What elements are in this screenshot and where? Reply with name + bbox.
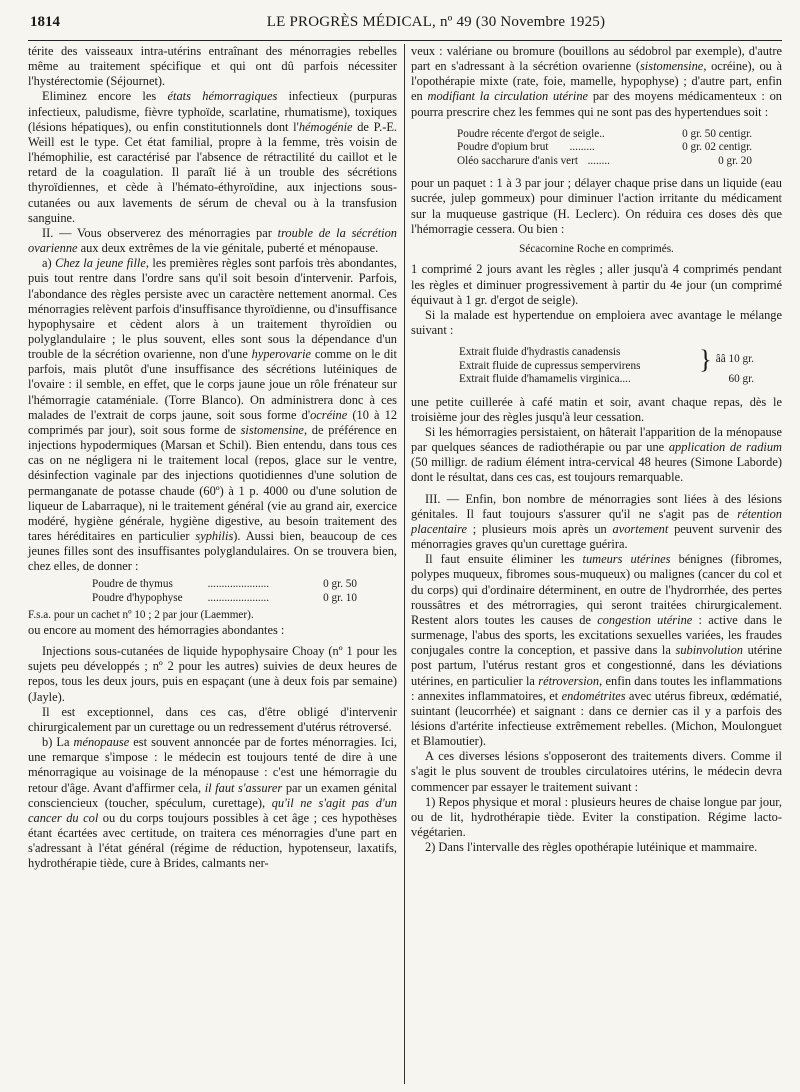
header-rule xyxy=(28,40,782,41)
paragraph: 1 comprimé 2 jours avant les règles ; aller jusqu'à 4 comprimés pendant les règles et diminuer progressivement à partir du 4e jour (un comprimé équivaut à 1 gr. d'ergot de seigle). xyxy=(411,262,782,307)
paragraph: Il faut ensuite éliminer les tumeurs utérines bénignes (fibromes, polypes muqueux, fibromes sous-muqueux) ou malignes (cancer du col et du corps) qui d'ordinaire déterminent, en outre de l'hydrorrhée, des pertes roussâtres et des métrorragies, qui seront traitées chirurgicalement. Restent alors toutes les causes de congestion utérine : active dans le surmenage, l'abus des sports, les excitations sexuelles variées, les fraudes conjugales contre la conception, et passive dans la subinvolution utérine post partum, l'utérus restant gros et congestionné, dans les déviations utérines, en particulier la rétroversion, enfin dans toutes les inflammations : annexites inflammatoires, et endométrites avec utérus fibreux, œdématié, suintant (leucorrhée) et saignant : dans ce dernier cas il y a parfois des lésions d'artérite infectieuse extrêmement rebelles. (Michon, Moulonguet et Blamoutier). xyxy=(411,552,783,749)
paragraph: veux : valériane ou bromure (bouillons au sédobrol par exemple), d'autre part en s'adressant à la sécrétion ovarienne (sistomensine, ocréine), ou à l'opothérapie mixte (rate, foie, mamelle, hypophyse) ; d'autre part, enfin en modifiant la circulation utérine par des moyens médicamenteux : on pourra prescrire chez les femmes qui ne sont pas des hypertendues soit : xyxy=(411,44,783,119)
prescription: Sécacornine Roche en comprimés. xyxy=(519,242,674,255)
paragraph: une petite cuillerée à café matin et soir, avant chaque repas, dès le troisième jour des règles jusqu'à leur cessation. xyxy=(411,394,782,424)
paragraph: 2) Dans l'intervalle des règles opothérapie lutéinique et mammaire. xyxy=(425,840,758,855)
paragraph: Il est exceptionnel, dans ces cas, d'être obligé d'intervenir chirurgicalement par un curettage ou un redressement d'utérus rétroversé. xyxy=(28,704,397,734)
page-header xyxy=(30,14,782,38)
paragraph: A ces diverses lésions s'opposeront des traitements divers. Comme il s'agit le plus souvent de troubles circulatoires utérins, le médecin devra commencer par essayer le traitement suivant : xyxy=(411,749,782,794)
prescription: Poudre de thymus ...................... 0 gr. 50 Poudre d'hypophyse ...................... 0 gr. 10 xyxy=(92,578,357,604)
paragraph: Si la malade est hypertendue on emploiera avec avantage le mélange suivant : xyxy=(411,307,782,338)
right-column xyxy=(411,44,782,855)
paragraph: II. — Vous observerez des ménorragies par trouble de la sécrétion ovarienne aux deux extrêmes de la vie génitale, puberté et ménopause. xyxy=(28,225,397,256)
paragraph: Si les hémorragies persistaient, on hâterait l'apparition de la ménopause par quelques séances de radiothérapie ou par une application de radium (50 milligr. de radium élément intra-cervical 48 heures (Simone Laborde) dont le résultat, dans ces cas, est toujours remarquable. xyxy=(411,425,782,485)
paragraph: b) La ménopause est souvent annoncée par de fortes ménorragies. Ici, une remarque s'impose : le médecin est toujours tenté de dire à une ménorragique au voisinage de la ménopause : c'est une hémorragie du retour d'âge. Avant d'affirmer cela, il faut s'assurer par un examen génital consciencieux (toucher, spéculum, curettage), qu'il ne s'agit pas d'un cancer du col ou du corps toujours possibles à cet âge ; ces hypothèses étant écartées avec certitude, on traitera ces ménorragies d'une part en s'adressant à l'état général (régime de réduction, hypotenseur, laxatifs, hydrothérapie tiède, cure à Brides, calmants ner- xyxy=(28,735,398,871)
paragraph: Injections sous-cutanées de liquide hypophysaire Choay (nº 1 pour les sujets peu développés ; nº 2 pour les autres) suivies de deux heures de repos, tous les deux jours, puis en espaçant (une à deux fois par semaine) (Jayle). xyxy=(28,644,397,704)
paragraph: ou encore au moment des hémorragies abondantes : xyxy=(28,622,285,637)
page-number: 1814 xyxy=(30,14,60,30)
prescription: Extrait fluide d'hydrastis canadensis Extrait fluide de cupressus sempervirens } ââ 10 gr. Extrait fluide d'hamamelis virginica.... 60 gr. xyxy=(459,344,754,386)
journal-title: LE PROGRÈS MÉDICAL, nº 49 (30 Novembre 1925) xyxy=(266,14,606,30)
brace-glyph: } xyxy=(699,344,712,374)
paragraph: III. — Enfin, bon nombre de ménorragies sont liées à des lésions génitales. Il faut toujours s'assurer qu'il ne s'agit pas de rétention placentaire ; plusieurs mois après un avortement peuvent survenir des ménorragies graves qu'un curettage guérira. xyxy=(411,491,782,552)
prescription-note: F.s.a. pour un cachet nº 10 ; 2 par jour (Laemmer). xyxy=(28,609,254,622)
column-divider xyxy=(404,44,405,1084)
prescription: Poudre récente d'ergot de seigle.. 0 gr. 50 centigr. Poudre d'opium brut ......... 0 gr. 02 centigr. Oléo saccharure d'anis vert ........ 0 gr. 20 xyxy=(457,127,753,167)
paragraph: Eliminez encore les états hémorragiques infectieux (purpuras infectieux, paludisme, fièvre typhoïde, scarlatine, rhumatisme), toxiques (lésions hépatiques), ou enfin constitutionnels dont l'hémogénie de P.-E. Weill est le type. Cet état familial, propre à la femme, très voisin de l'hémophilie, est caractérisé par l'absence de rétractilité du caillot et le retard de la coagulation. Il paraît lié à un trouble des sécrétions thyroïdiennes, et cède à l'hémato-éthyroïdine, aux injections sous-cutanées ou aux lavements de sérum de cheval ou à la transfusion sanguine. xyxy=(28,89,398,225)
paragraph: 1) Repos physique et moral : plusieurs heures de chaise longue par jour, ou de lit, hydrothérapie tiède. Eviter la constipation. Régime lacto-végétarien. xyxy=(411,794,782,840)
paragraph: térite des vaisseaux intra-utérins entraînant des ménorragies rebelles même au traitement spécifique et qui ont dû parfois nécessiter l'hystérectomie (Séjournet). xyxy=(28,44,397,89)
paragraph: a) Chez la jeune fille, les premières règles sont parfois très abondantes, puis tout rentre dans l'ordre sans qu'il soit besoin d'intervenir. Parfois, l'abondance des règles persiste avec un caractère nettement anormal. Ces ménorragies relèvent parfois d'insuffisance thyroïdienne, ou d'insuffisance hypophysaire et cèdent alors à un traitement thyroïdien ou polyglandulaire ; le plus souvent, elles sont sous la dépendance d'un trouble de la sécrétion ovarienne, non d'une hyperovarie comme on le dit parfois, mais plutôt d'une insuffisance des sécrétions lutéiniques de l'ovaire : il semble, en effet, que le corps jaune joue un rôle frénateur sur l'hémorragie cataméniale. (Torre Blanco). On administrera donc à ces malades de l'extrait de corps jaune, soit sous forme d'ocréine (10 à 12 comprimés par jour), soit sous forme de sistomensine, de préférence en injections hypodermiques (Marsan et Schil). Bien entendu, dans tous ces cas on ne négligera ni le traitement local (repos, glace sur le ventre, désinfection vaginale par des injections quotidiennes d'une solution de permanganate de potasse chaude (60º) à 1 p. 4000 ou d'une solution de liqueur de Labarraque), ni le traitement général (vie au grand air, exercice modéré, hygiène générale, hygiène digestive, au besoin traitement des tares héréditaires en particulier syphilis). Aussi bien, beaucoup de ces jeunes filles sont des insuffisantes polyglandulaires. On se trouvera bien, chez elles, de donner : xyxy=(28,256,398,574)
left-column xyxy=(28,44,397,871)
paragraph: pour un paquet : 1 à 3 par jour ; délayer chaque prise dans un liquide (eau sucrée, julep gommeux) pour diminuer l'action irritante du médicament sur la muqueuse gastrique (H. Leclerc). On réduira ces doses dès que l'hémorragie cessera. Ou bien : xyxy=(411,176,782,236)
